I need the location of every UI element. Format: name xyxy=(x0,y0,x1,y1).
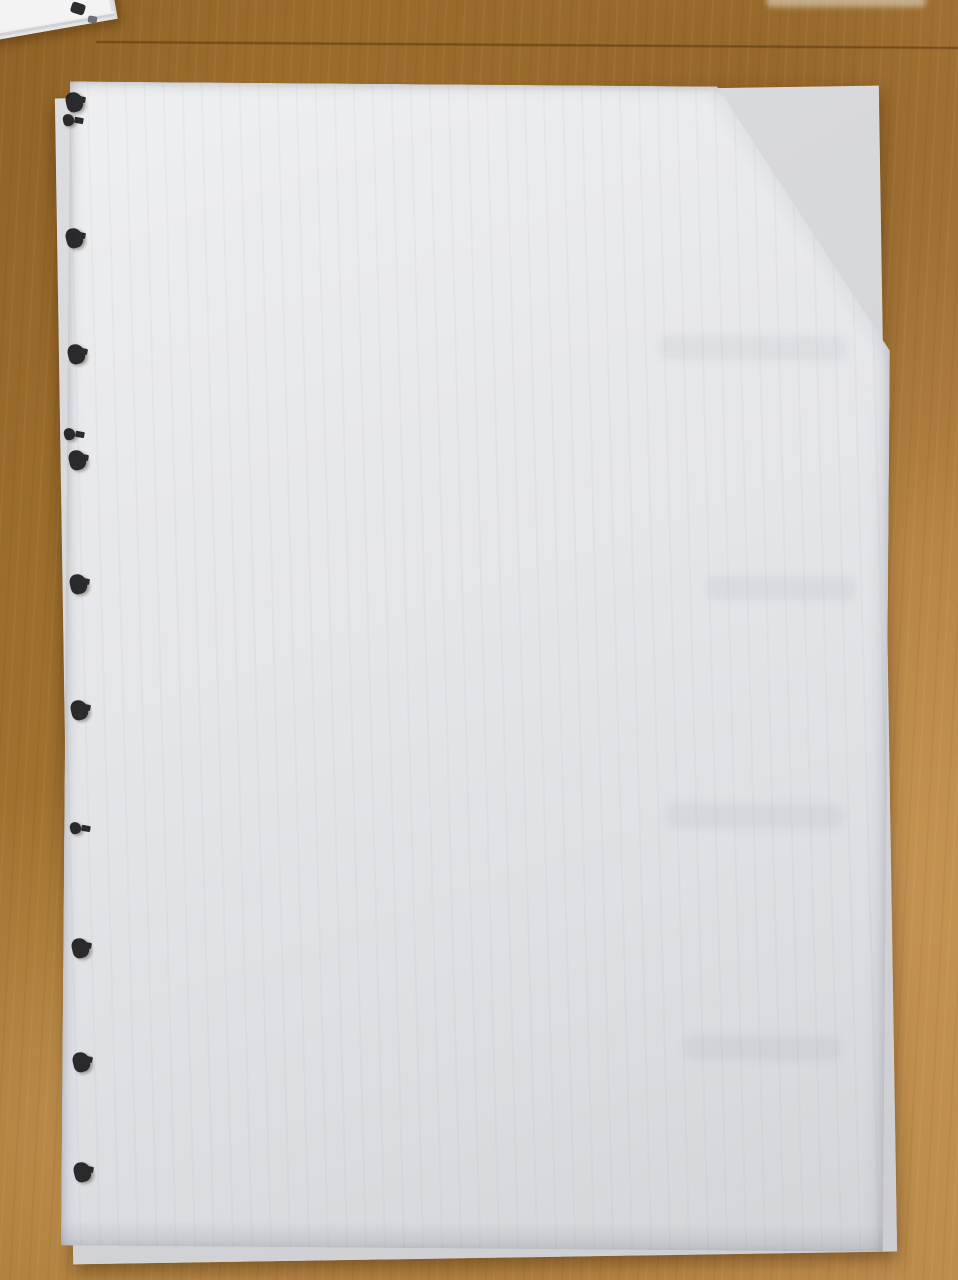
paper-sheet xyxy=(61,81,892,1251)
bleed-through-smudge xyxy=(658,334,848,361)
bleed-through-smudge xyxy=(664,802,844,829)
bleed-through-smudge xyxy=(706,574,856,601)
bleed-through-smudge xyxy=(682,1034,842,1061)
top-right-pale-object xyxy=(766,0,926,7)
stack-binder-clip-icon xyxy=(87,15,97,23)
